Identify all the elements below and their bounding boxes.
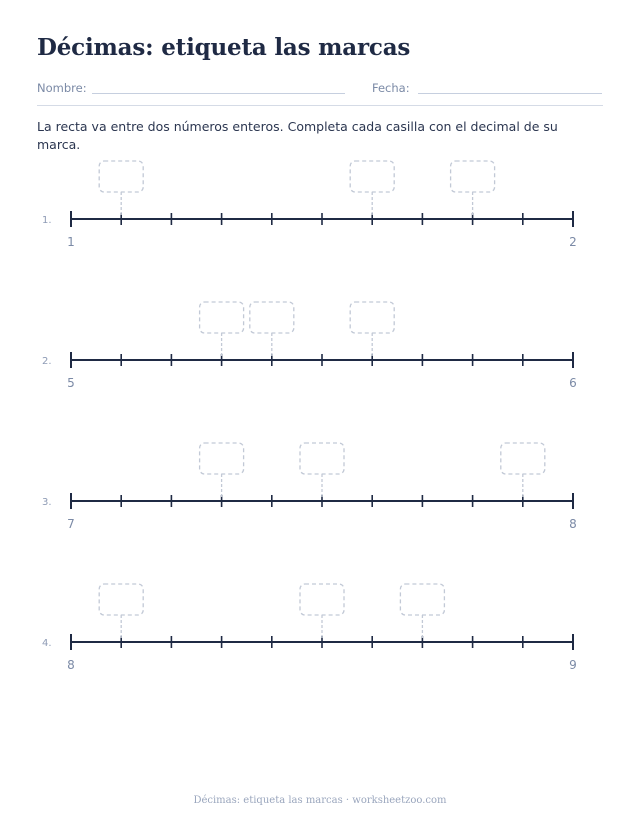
name-label: Nombre:: [37, 81, 87, 95]
end-value-label: 6: [569, 376, 577, 390]
answer-box[interactable]: [501, 443, 545, 474]
problem-number: 1.: [42, 215, 52, 226]
problem-number: 4.: [42, 638, 52, 649]
answer-box[interactable]: [400, 584, 444, 615]
footer-text: Décimas: etiqueta las marcas · worksheetzoo.com: [193, 795, 447, 806]
instructions-text: La recta va entre dos números enteros. Completa cada casilla con el decimal de su marca.: [37, 119, 558, 152]
end-value-label: 2: [569, 235, 577, 249]
start-value-label: 7: [67, 517, 75, 531]
answer-box[interactable]: [200, 443, 244, 474]
start-value-label: 5: [67, 376, 75, 390]
start-value-label: 8: [67, 658, 75, 672]
worksheet-title: Décimas: etiqueta las marcas: [37, 34, 411, 61]
problem-number: 2.: [42, 356, 52, 367]
date-label: Fecha:: [372, 81, 410, 95]
answer-box[interactable]: [200, 302, 244, 333]
answer-box[interactable]: [350, 302, 394, 333]
answer-box[interactable]: [350, 161, 394, 192]
end-value-label: 8: [569, 517, 577, 531]
answer-box[interactable]: [250, 302, 294, 333]
problem-number: 3.: [42, 497, 52, 508]
start-value-label: 1: [67, 235, 75, 249]
answer-box[interactable]: [300, 443, 344, 474]
answer-box[interactable]: [99, 584, 143, 615]
end-value-label: 9: [569, 658, 577, 672]
answer-box[interactable]: [451, 161, 495, 192]
answer-box[interactable]: [300, 584, 344, 615]
answer-box[interactable]: [99, 161, 143, 192]
